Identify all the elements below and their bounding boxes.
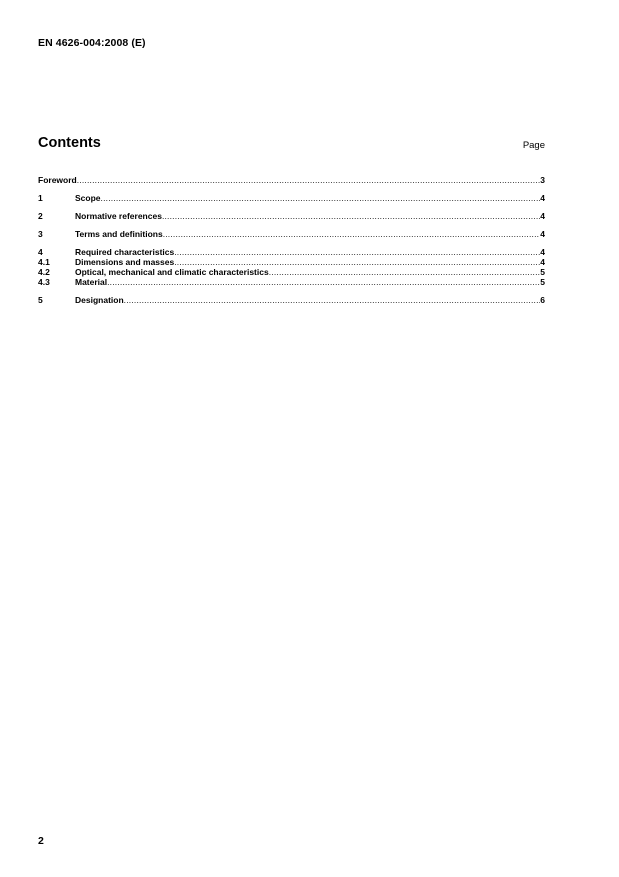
toc-entry-material[interactable]: [38, 277, 545, 287]
toc-entry-dimensions-and-masses[interactable]: [38, 257, 545, 267]
toc-entry-title: Optical, mechanical and climatic characteristics: [75, 267, 269, 277]
toc-entry-page: 5: [540, 267, 545, 277]
toc-entry-title: Material: [75, 277, 108, 287]
toc-entry-title: Foreword: [38, 175, 77, 185]
toc-entry-scope[interactable]: [38, 193, 545, 203]
toc-entry-page: 4: [540, 257, 545, 267]
toc-dot-leader: [162, 211, 540, 221]
toc-entry-page: 3: [540, 175, 545, 185]
toc-entry-required-characteristics[interactable]: [38, 247, 545, 257]
toc-entry-title: Normative references: [75, 211, 162, 221]
toc-entry-number: 4.1: [38, 257, 50, 267]
toc-entry-terms-and-definitions[interactable]: [38, 229, 545, 239]
toc-entry-optical-mechanical-climatic[interactable]: [38, 267, 545, 277]
toc-dot-leader: [163, 229, 541, 239]
toc-dot-leader: [107, 277, 540, 287]
toc-dot-leader: [101, 193, 541, 203]
toc-entry-page: 5: [540, 277, 545, 287]
toc-dot-leader: [174, 247, 540, 257]
toc-entry-foreword[interactable]: [38, 175, 545, 185]
toc-entry-page: 4: [540, 211, 545, 221]
toc-entry-number: 4.2: [38, 267, 50, 277]
toc-dot-leader: [77, 175, 541, 185]
toc-entry-number: 3: [38, 229, 43, 239]
toc-entry-number: 5: [38, 295, 43, 305]
toc-entry-title: Dimensions and masses: [75, 257, 175, 267]
toc-entry-designation[interactable]: [38, 295, 545, 305]
toc-entry-page: 4: [540, 247, 545, 257]
toc-entry-page: 4: [540, 193, 545, 203]
toc-entry-number: 2: [38, 211, 43, 221]
contents-heading: Contents: [38, 135, 101, 151]
toc-entry-title: Designation: [75, 295, 124, 305]
table-of-contents: [38, 175, 545, 305]
toc-entry-number: 1: [38, 193, 43, 203]
toc-entry-number: 4: [38, 247, 43, 257]
toc-entry-title: Scope: [75, 193, 101, 203]
toc-entry-page: 4: [540, 229, 545, 239]
toc-entry-normative-references[interactable]: [38, 211, 545, 221]
toc-entry-number: 4.3: [38, 277, 50, 287]
toc-dot-leader: [174, 257, 540, 267]
toc-dot-leader: [124, 295, 541, 305]
page-number: 2: [38, 835, 44, 847]
toc-entry-page: 6: [540, 295, 545, 305]
toc-entry-title: Terms and definitions: [75, 229, 163, 239]
toc-dot-leader: [269, 267, 541, 277]
toc-entry-title: Required characteristics: [75, 247, 175, 257]
page-column-label: Page: [522, 140, 545, 151]
document-header-id: EN 4626-004:2008 (E): [38, 37, 146, 49]
